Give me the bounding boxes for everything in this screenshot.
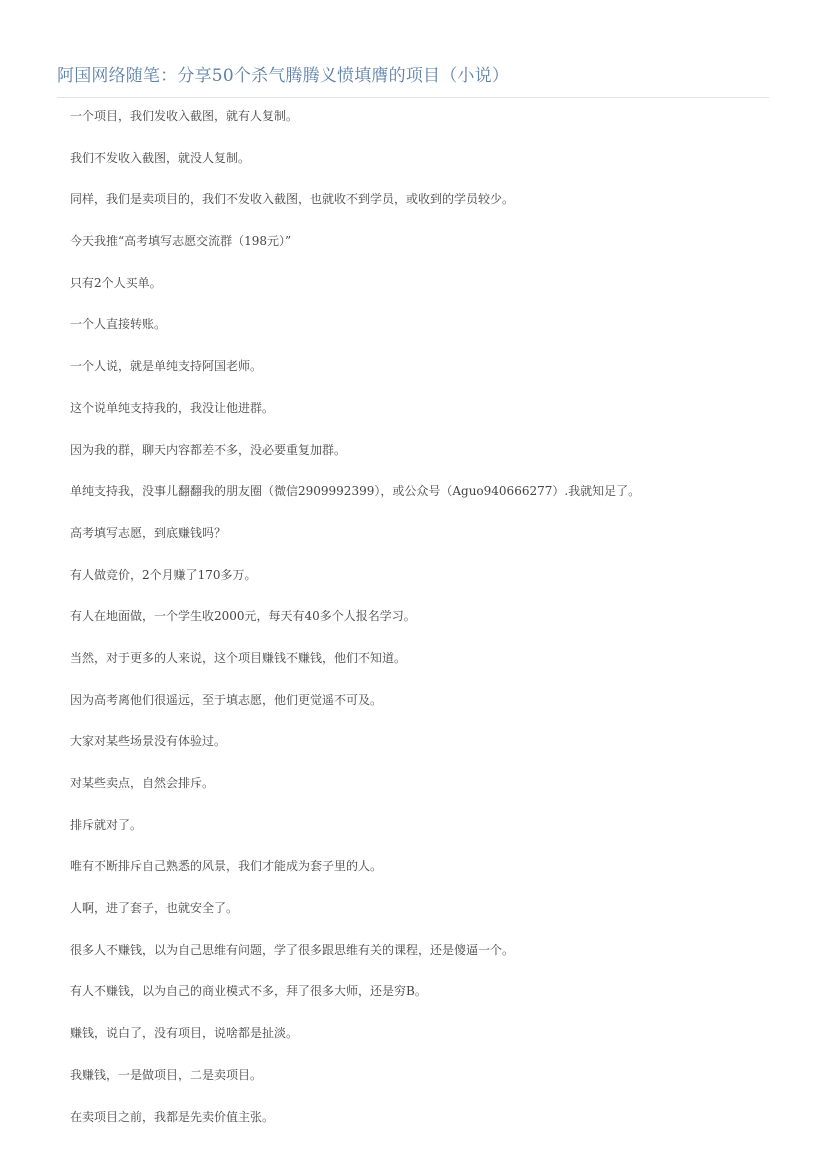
paragraph: 我们不发收入截图，就没人复制。	[70, 150, 251, 165]
paragraph: 赚钱，说白了，没有项目，说啥都是扯淡。	[70, 1026, 299, 1041]
paragraph: 因为我的群，聊天内容都差不多，没必要重复加群。	[70, 442, 347, 457]
paragraph: 排斥就对了。	[70, 817, 143, 832]
paragraph: 高考填写志愿，到底赚钱吗？	[70, 525, 227, 540]
article-title: 阿国网络随笔：分享50个杀气腾腾义愤填膺的项目（小说）	[57, 66, 510, 86]
title-divider	[57, 97, 769, 98]
paragraph: 只有2个人买单。	[70, 275, 162, 290]
paragraph: 一个人直接转账。	[70, 317, 167, 332]
paragraph: 在卖项目之前，我都是先卖价值主张。	[70, 1109, 275, 1124]
paragraph: 有人不赚钱，以为自己的商业模式不多，拜了很多大师，还是穷B。	[70, 984, 427, 999]
paragraph: 单纯支持我，没事儿翻翻我的朋友圈（微信2909992399），或公众号（Aguo940666277）.我就知足了。	[70, 484, 641, 499]
paragraph: 当然，对于更多的人来说，这个项目赚钱不赚钱，他们不知道。	[70, 650, 407, 665]
paragraph: 一个人说，就是单纯支持阿国老师。	[70, 359, 263, 374]
paragraph: 一个项目，我们发收入截图，就有人复制。	[70, 109, 299, 123]
paragraph: 很多人不赚钱，以为自己思维有问题，学了很多跟思维有关的课程，还是傻逼一个。	[70, 942, 515, 957]
paragraph: 有人做竞价，2个月赚了170多万。	[70, 567, 257, 582]
paragraph: 同样，我们是卖项目的，我们不发收入截图，也就收不到学员，或收到的学员较少。	[70, 192, 515, 207]
article-body	[70, 106, 770, 1148]
paragraph: 唯有不断排斥自己熟悉的风景，我们才能成为套子里的人。	[70, 859, 383, 874]
paragraph: 今天我推“高考填写志愿交流群（198元）”	[70, 234, 292, 249]
paragraph: 有人在地面做，一个学生收2000元，每天有40多个人报名学习。	[70, 609, 416, 624]
paragraph: 对某些卖点，自然会排斥。	[70, 776, 215, 790]
paragraph: 这个说单纯支持我的，我没让他进群。	[70, 400, 275, 415]
paragraph: 因为高考离他们很遥远，至于填志愿，他们更觉遥不可及。	[70, 692, 383, 707]
paragraph: 人啊，进了套子，也就安全了。	[70, 901, 239, 916]
paragraph: 我赚钱，一是做项目，二是卖项目。	[70, 1067, 263, 1082]
paragraph: 大家对某些场景没有体验过。	[70, 734, 227, 749]
